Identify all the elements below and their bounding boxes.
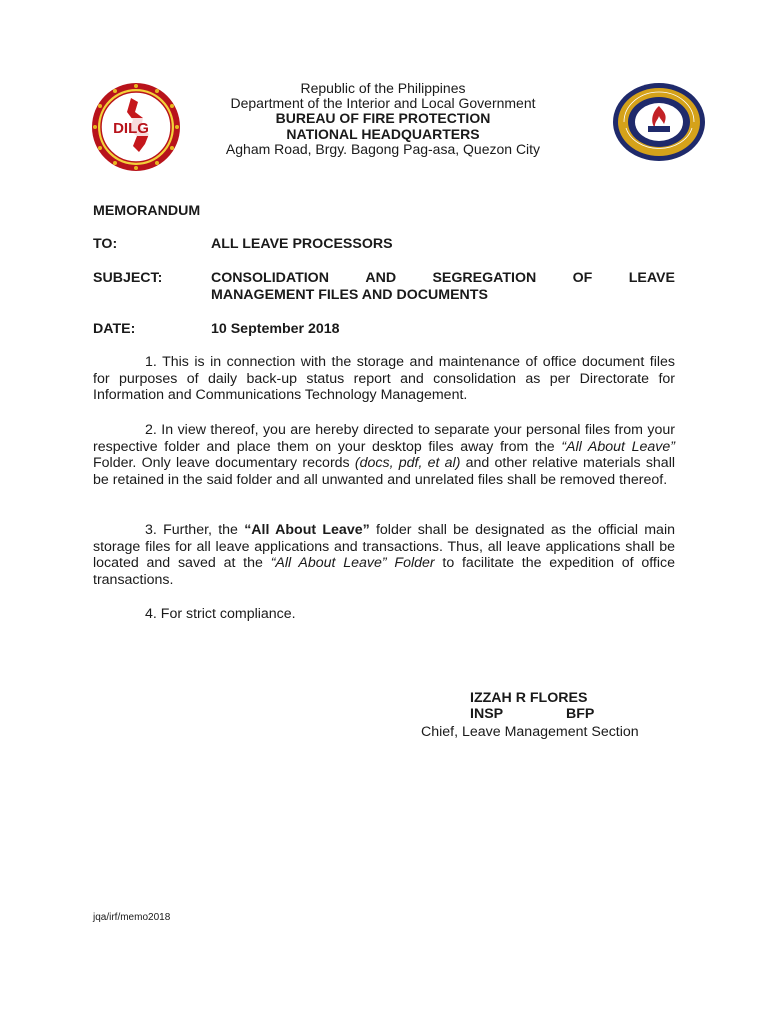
subject-word: OF: [572, 270, 593, 286]
header-nhq: NATIONAL HEADQUARTERS: [286, 125, 480, 142]
signatory-rank: INSP: [470, 706, 504, 722]
paragraph-3-text: to facilitate the expedition of office transactions.: [93, 555, 675, 588]
date-label: DATE:: [93, 321, 136, 337]
subject-line-1: [211, 270, 675, 287]
date-value: 10 September 2018: [211, 321, 340, 337]
folder-name-emphasis: “All About Leave”: [561, 438, 675, 455]
to-value: ALL LEAVE PROCESSORS: [211, 236, 393, 252]
reference-code: jqa/irf/memo2018: [93, 912, 171, 923]
folder-name-bold: “All About Leave”: [244, 522, 370, 538]
signatory-title: Chief, Leave Management Section: [421, 724, 639, 740]
dilg-seal-logo: [91, 82, 181, 172]
folder-name-emphasis: “All About Leave” Folder: [270, 555, 435, 572]
header-bureau: BUREAU OF FIRE PROTECTION: [275, 110, 491, 127]
paragraph-2-text: 2. In view thereof, you are hereby directed to separate your personal files from your respective folder and place them on your desktop files away from the: [93, 422, 675, 455]
file-types-emphasis: (docs, pdf, et al): [354, 455, 461, 472]
subject-value: [211, 270, 675, 303]
subject-word: AND: [365, 270, 397, 286]
paragraph-3: [93, 522, 675, 588]
header-department: Department of the Interior and Local Government: [230, 95, 536, 112]
paragraph-2-text: and other relative materials shall be retained in the said folder and all unwanted and unrelated files shall be removed thereof.: [93, 455, 675, 488]
subject-word: LEAVE: [628, 270, 675, 286]
paragraph-3-text: folder shall be designated as the official main storage files for all leave applications and transactions. Thus, all leave applications shall be located and saved at the: [93, 522, 675, 572]
header-republic: Republic of the Philippines: [300, 80, 466, 96]
paragraph-2-text: Folder. Only leave documentary records: [93, 455, 355, 472]
subject-word: CONSOLIDATION: [211, 270, 329, 286]
to-label: TO:: [93, 236, 118, 252]
paragraph-4-text: 4. For strict compliance.: [145, 606, 296, 622]
paragraph-2: [93, 422, 675, 488]
paragraph-4: [93, 606, 675, 623]
dilg-logo-text: DILG: [113, 120, 149, 137]
paragraph-1-text: 1. This is in connection with the storage and maintenance of office document files for purposes of daily back-up status report and consolidation as per Directorate for Information and Communications Technology Management.: [93, 354, 675, 404]
paragraph-3-text: 3. Further, the: [145, 522, 245, 538]
memo-title: MEMORANDUM: [93, 203, 201, 219]
bfp-seal-logo: [612, 82, 706, 162]
paragraph-1: [93, 354, 675, 404]
subject-word: SEGREGATION: [432, 270, 537, 286]
subject-label: SUBJECT:: [93, 270, 163, 286]
signatory-name: IZZAH R FLORES: [470, 690, 588, 706]
header-address: Agham Road, Brgy. Bagong Pag-asa, Quezon City: [225, 140, 541, 157]
subject-line-2: MANAGEMENT FILES AND DOCUMENTS: [211, 286, 488, 303]
signatory-unit: BFP: [566, 706, 595, 722]
letterhead: [200, 81, 566, 157]
